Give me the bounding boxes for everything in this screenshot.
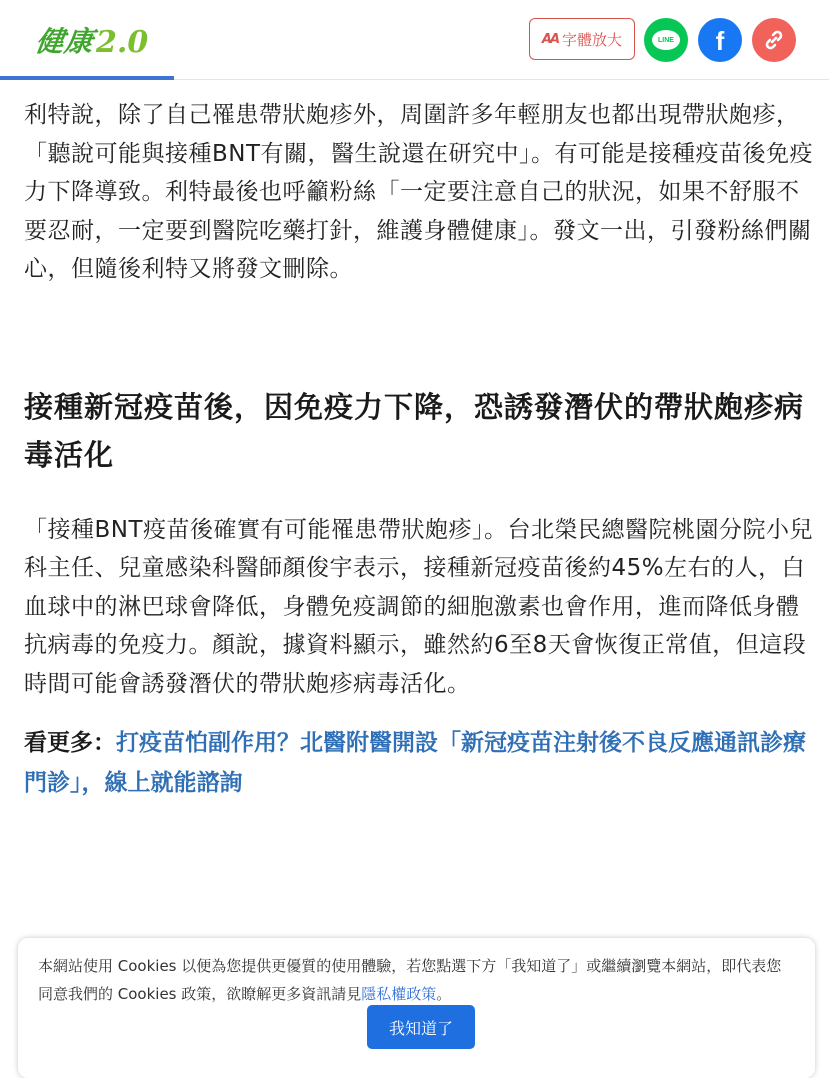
line-share-button[interactable] [644, 18, 688, 62]
facebook-icon: f [715, 25, 725, 56]
cookie-period: 。 [436, 985, 452, 1003]
font-size-icon: AA [541, 31, 559, 47]
see-more-label: 看更多： [24, 730, 116, 756]
reading-progress-bar [0, 76, 174, 80]
line-icon-label: LINE [658, 36, 674, 44]
article-paragraph: 「接種BNT疫苗後確實有可能罹患帶狀皰疹」。台北榮民總醫院桃園分院小兒科主任、兒童感染科醫師顏俊宇表示，接種新冠疫苗後約45%左右的人，白血球中的淋巴球會降低，身體免疫調節的細胞激素也會作用，進而降低身體抗病毒的免疫力。顏說，據資料顯示，雖然約6至8天會恢復正常值，但這段時間可能會誘發潛伏的帶狀皰疹病毒活化。 [24, 516, 814, 697]
logo-number: 2.0 [96, 25, 149, 60]
see-more-link[interactable]: 打疫苗怕副作用？北醫附醫開設「新冠疫苗注射後不良反應通訊診療門診」，線上就能諮詢 [24, 730, 806, 796]
cookie-text: 本網站使用 Cookies 以便為您提供更優質的使用體驗，若您點選下方「我知道了」或繼續瀏覽本網站，即代表您同意我們的 Cookies 政策，欲瞭解更多資訊請見 [38, 957, 782, 1003]
facebook-share-button[interactable] [698, 18, 742, 62]
font-size-button[interactable] [529, 18, 635, 60]
font-size-label: 字體放大 [562, 30, 623, 49]
copy-link-button[interactable] [752, 18, 796, 62]
cookie-banner [18, 938, 815, 1078]
link-icon [762, 28, 786, 52]
logo-text: 健康 [33, 25, 97, 58]
privacy-policy-link[interactable]: 隱私權政策 [361, 985, 437, 1003]
section-heading: 接種新冠疫苗後，因免疫力下降，恐誘發潛伏的帶狀皰疹病毒活化 [24, 389, 805, 472]
line-icon [652, 30, 680, 50]
site-logo[interactable] [33, 20, 149, 60]
site-header [0, 0, 829, 80]
see-more [24, 723, 814, 803]
article-body [24, 96, 814, 803]
article-paragraph: 利特說，除了自己罹患帶狀皰疹外，周圍許多年輕朋友也都出現帶狀皰疹，「聽說可能與接種BNT有關，醫生說還在研究中」。有可能是接種疫苗後免疫力下降導致。利特最後也呼籲粉絲「一定要注意自己的狀況，如果不舒服不要忍耐，一定要到醫院吃藥打針，維護身體健康」。發文一出，引發粉絲們關心，但隨後利特又將發文刪除。 [24, 102, 814, 282]
cookie-message [38, 952, 795, 1008]
cookie-accept-button[interactable]: 我知道了 [367, 1005, 475, 1049]
